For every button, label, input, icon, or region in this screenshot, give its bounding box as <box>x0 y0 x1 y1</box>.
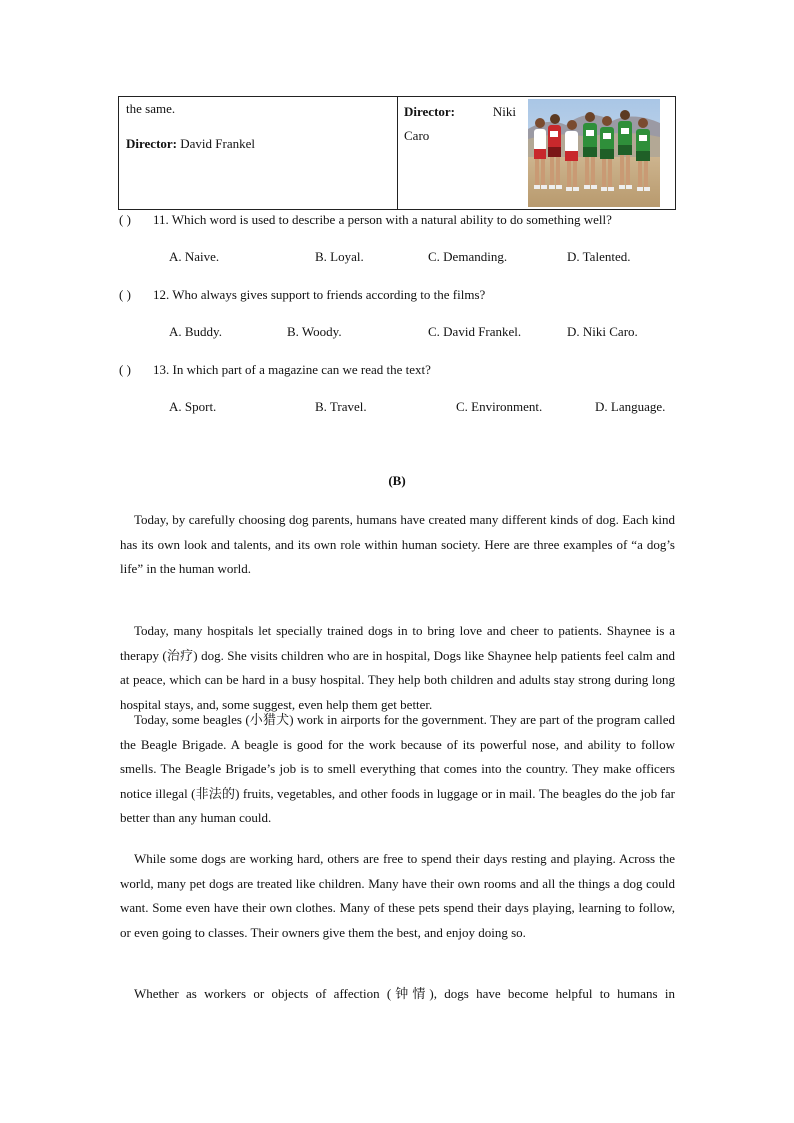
table-cell-right <box>404 100 516 148</box>
option-b[interactable]: B. Travel. <box>315 399 367 414</box>
option-d[interactable]: D. Language. <box>595 399 666 414</box>
option-c[interactable]: C. Demanding. <box>428 249 508 264</box>
question-13 <box>119 362 431 378</box>
right-director-line <box>404 100 516 124</box>
question-12 <box>119 287 485 303</box>
option-c[interactable]: C. David Frankel. <box>428 324 522 339</box>
option-a[interactable]: A. Sport. <box>169 399 217 414</box>
right-director-label: Director: <box>404 104 456 119</box>
left-director-name: David Frankel <box>180 136 255 151</box>
left-director-line <box>126 135 391 153</box>
paragraph-4: While some dogs are working hard, others are free to spend their days resting and playing. Across the world, many pet dogs are treated like children. Many have their own rooms and all the things a dog could want. Some even have their own clothes. Many of these pets spend their days playing, learning to follow, or even going to classes. Their owners give them the best, and enjoy doing so. <box>120 851 675 940</box>
question-11 <box>119 212 612 228</box>
answer-blank[interactable]: ( ) <box>119 362 131 377</box>
right-director-first-name: Niki <box>492 104 516 119</box>
question-text: 13. In which part of a magazine can we read the text? <box>153 362 431 377</box>
question-text: 11. Which word is used to describe a person with a natural ability to do something well? <box>153 212 612 227</box>
option-d[interactable]: D. Niki Caro. <box>567 324 638 339</box>
option-d[interactable]: D. Talented. <box>567 249 631 264</box>
answer-blank[interactable]: ( ) <box>119 287 131 302</box>
paragraph-3: Today, some beagles (小猎犬) work in airports for the government. They are part of the program called the Beagle Brigade. A beagle is good for the work because of its powerful nose, and ability to follow smells. The Beagle Brigade’s job is to smell everything that comes into the country. They make officers notice illegal (非法的) fruits, vegetables, and other foods in luggage or in mail. The beagles do the job far better than any human could. <box>120 712 675 825</box>
table-divider <box>397 97 398 209</box>
option-a[interactable]: A. Buddy. <box>169 324 222 339</box>
right-director-last-name: Caro <box>404 128 430 143</box>
paragraph-1: Today, by carefully choosing dog parents, humans have created many different kinds of dog. Each kind has its own look and talents, and its own role within human society. Here are three examples of “a dog’s life” in the human world. <box>120 512 675 576</box>
movie-info-table <box>118 96 676 210</box>
option-a[interactable]: A. Naive. <box>169 249 220 264</box>
option-b[interactable]: B. Loyal. <box>315 249 364 264</box>
option-b[interactable]: B. Woody. <box>287 324 342 339</box>
answer-blank[interactable]: ( ) <box>119 212 131 227</box>
option-c[interactable]: C. Environment. <box>456 399 543 414</box>
table-cell-left <box>126 100 391 153</box>
paragraph-2: Today, many hospitals let specially trained dogs in to bring love and cheer to patients. Shaynee is a therapy (治疗) dog. She visits children who are in hospital, Dogs like Shaynee help patients feel calm and at peace, which can be hard in a busy hospital. They help both children and adults stay strong during long hospital stays, and, some suggest, even help them get better. <box>120 623 675 712</box>
left-director-label: Director: <box>126 136 178 151</box>
section-b-title: (B) <box>388 473 406 488</box>
left-cell-text: the same. <box>126 101 176 116</box>
paragraph-5: Whether as workers or objects of affection (钟情), dogs have become helpful to humans in <box>134 986 675 1001</box>
question-text: 12. Who always gives support to friends according to the films? <box>153 287 486 302</box>
runners-photo <box>528 99 660 207</box>
